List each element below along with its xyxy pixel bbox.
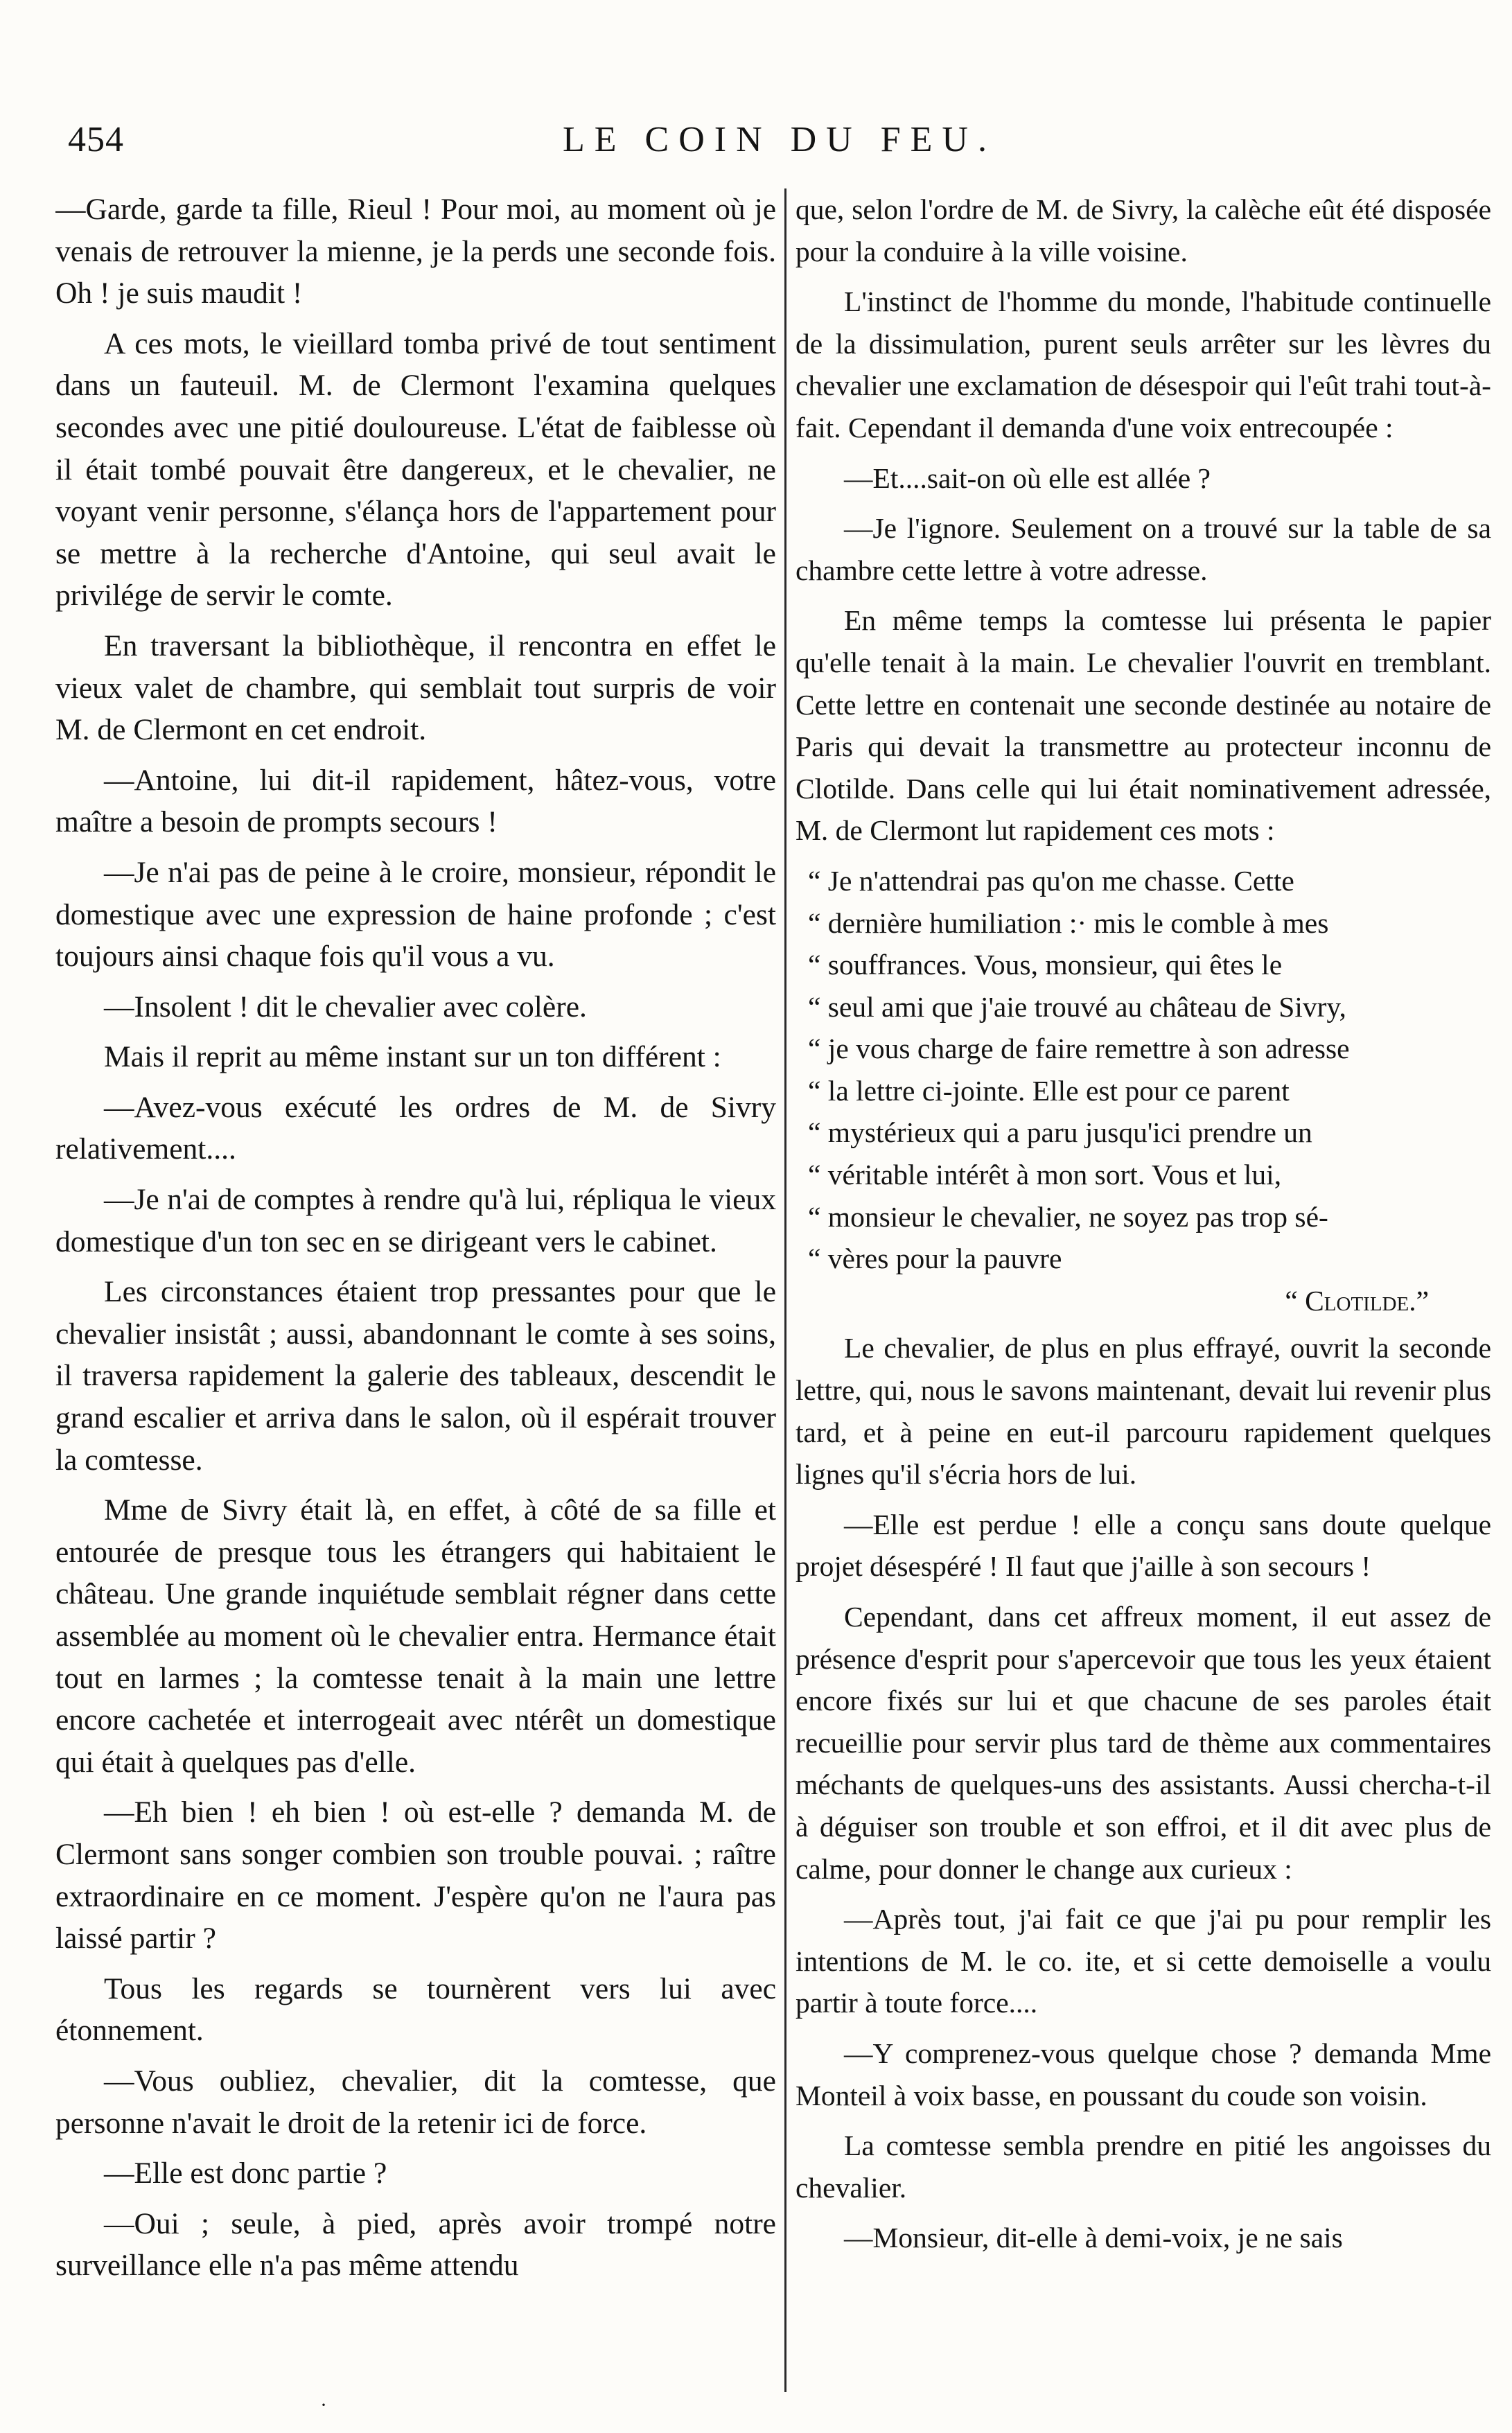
letter-line: “ seul ami que j'aie trouvé au château de Sivry, [808, 990, 1346, 1023]
paragraph: —Oui ; seule, à pied, après avoir trompé notre surveillance elle n'a pas même attendu [55, 2206, 776, 2283]
print-mark: · [320, 2394, 327, 2416]
page-number: 454 [68, 120, 124, 159]
letter-line: “ monsieur le chevalier, ne soyez pas trop sé- [808, 1200, 1328, 1233]
paragraph: —Je n'ai de comptes à rendre qu'à lui, répliqua le vieux domestique d'un ton sec en se dirigeant vers le cabinet. [55, 1183, 776, 1258]
letter-line: “ dernière humiliation :· mis le comble à mes [808, 906, 1329, 939]
paragraph: Mais il reprit au même instant sur un ton différent : [104, 1040, 721, 1074]
paragraph: que, selon l'ordre de M. de Sivry, la calèche eût été disposée pour la conduire à la ville voisine. [795, 193, 1491, 267]
left-column [55, 188, 776, 2392]
paragraph: —Je n'ai pas de peine à le croire, monsieur, répondit le domestique avec une expression de haine profonde ; c'est toujours ainsi chaque fois qu'il vous a vu. [55, 855, 776, 974]
letter-line: “ la lettre ci-jointe. Elle est pour ce parent [808, 1074, 1290, 1107]
paragraph: —Je l'ignore. Seulement on a trouvé sur la table de sa chambre cette lettre à votre adresse. [795, 512, 1491, 586]
paragraph: Tous les regards se tournèrent vers lui avec étonnement. [55, 1971, 776, 2048]
quoted-letter [795, 860, 1491, 1322]
paragraph: —Elle est donc partie ? [104, 2157, 387, 2190]
paragraph: —Monsieur, dit-elle à demi-voix, je ne sais [844, 2222, 1343, 2254]
paragraph: —Eh bien ! eh bien ! où est-elle ? demanda M. de Clermont sans songer combien son trouble pouvai. ; raître extraordinaire en ce moment. J'espère qu'on ne l'aura pas laissé partir ? [55, 1795, 776, 1956]
paragraph: Cependant, dans cet affreux moment, il eut assez de présence d'esprit pour s'apercevoir que tous les yeux étaient encore fixés sur lui et que chacune de ses paroles était recueillie pour servir plus tard de thème aux commentaires méchants de quelques-uns des assistants. Aussi chercha-t-il à déguiser son trouble et son effroi, et il dit avec plus de calme, pour donner le change aux curieux : [795, 1601, 1491, 1885]
paragraph: —Y comprenez-vous quelque chose ? demanda Mme Monteil à voix basse, en poussant du coude son voisin. [795, 2037, 1491, 2111]
paragraph: —Et....sait-on où elle est allée ? [844, 462, 1211, 494]
paragraph: L'instinct de l'homme du monde, l'habitude continuelle de la dissimulation, purent seuls arrêter sur les lèvres du chevalier une exclamation de désespoir qui l'eût trahi tout-à-fait. Cependant il demanda d'une voix entrecoupée : [795, 286, 1491, 443]
paragraph: —Garde, garde ta fille, Rieul ! Pour moi, au moment où je venais de retrouver la mienne, je la perds une seconde fois. Oh ! je suis maudit ! [55, 193, 776, 310]
letter-line: “ véritable intérêt à mon sort. Vous et lui, [808, 1159, 1282, 1191]
paragraph: —Avez-vous exécuté les ordres de M. de Sivry relativement.... [55, 1090, 776, 1166]
paragraph: Mme de Sivry était là, en effet, à côté de sa fille et entourée de presque tous les étrangers qui habitaient le château. Une grande inquiétude semblait régner dans cette assemblée au moment où le chevalier entra. Hermance était tout en larmes ; la comtesse tenait à la main une lettre encore cachetée et interrogeait avec ntérêt un domestique qui était à quelques pas d'elle. [55, 1493, 776, 1779]
paragraph: Les circonstances étaient trop pressantes pour que le chevalier insistât ; aussi, abandonnant le comte à ses soins, il traversa rapidement la galerie des tableaux, descendit le grand escalier et arriva dans le salon, où il espérait trouver la comtesse. [55, 1275, 776, 1477]
paragraph: En même temps la comtesse lui présenta le papier qu'elle tenait à la main. Le chevalier l'ouvrit en tremblant. Cette lettre en contenait une seconde destinée au notaire de Paris qui devait la transmettre au protecteur inconnu de Clotilde. Dans celle qui lui était nominativement adressée, M. de Clermont lut rapidement ces mots : [795, 604, 1491, 847]
paragraph: —Vous oubliez, chevalier, dit la comtesse, que personne n'avait le droit de la retenir ici de force. [55, 2064, 776, 2140]
page-header [55, 119, 1504, 182]
letter-line: “ souffrances. Vous, monsieur, qui êtes le [808, 949, 1283, 981]
paragraph: —Elle est perdue ! elle a conçu sans doute quelque projet désespéré ! Il faut que j'aille à son secours ! [795, 1508, 1491, 1583]
letter-signature: “ Clotilde.” [1285, 1284, 1429, 1317]
paragraph: En traversant la bibliothèque, il rencontra en effet le vieux valet de chambre, qui semblait tout surpris de voir M. de Clermont en cet endroit. [55, 629, 776, 747]
letter-line: “ mystérieux qui a paru jusqu'ici prendre un [808, 1116, 1312, 1149]
paragraph: La comtesse sembla prendre en pitié les angoisses du chevalier. [795, 2129, 1491, 2204]
paragraph: A ces mots, le vieillard tomba privé de tout sentiment dans un fauteuil. M. de Clermont l'examina quelques secondes avec une pitié douloureuse. L'état de faiblesse où il était tombé pouvait être dangereux, et le chevalier, ne voyant venir personne, s'élança hors de l'appartement pour se mettre à la recherche d'Antoine, qui seul avait le privilége de servir le comte. [55, 326, 776, 613]
letter-line: “ vères pour la pauvre [808, 1242, 1062, 1275]
right-column [795, 188, 1491, 2392]
paragraph: —Insolent ! dit le chevalier avec colère. [104, 990, 587, 1024]
running-title: LE COIN DU FEU. [563, 120, 996, 159]
paragraph: Le chevalier, de plus en plus effrayé, ouvrit la seconde lettre, qui, nous le savons maintenant, devait lui revenir plus tard, et à peine en eut-il parcouru rapidement quelques lignes qu'il s'écria hors de lui. [795, 1332, 1491, 1491]
paragraph: —Antoine, lui dit-il rapidement, hâtez-vous, votre maître a besoin de prompts secours ! [55, 763, 776, 839]
letter-line: “ je vous charge de faire remettre à son adresse [808, 1033, 1350, 1065]
paragraph: —Après tout, j'ai fait ce que j'ai pu pour remplir les intentions de M. le co. ite, et si cette demoiselle a voulu partir à toute force.... [795, 1903, 1491, 2019]
letter-line: “ Je n'attendrai pas qu'on me chasse. Cette [808, 864, 1294, 897]
column-divider [784, 188, 786, 2392]
